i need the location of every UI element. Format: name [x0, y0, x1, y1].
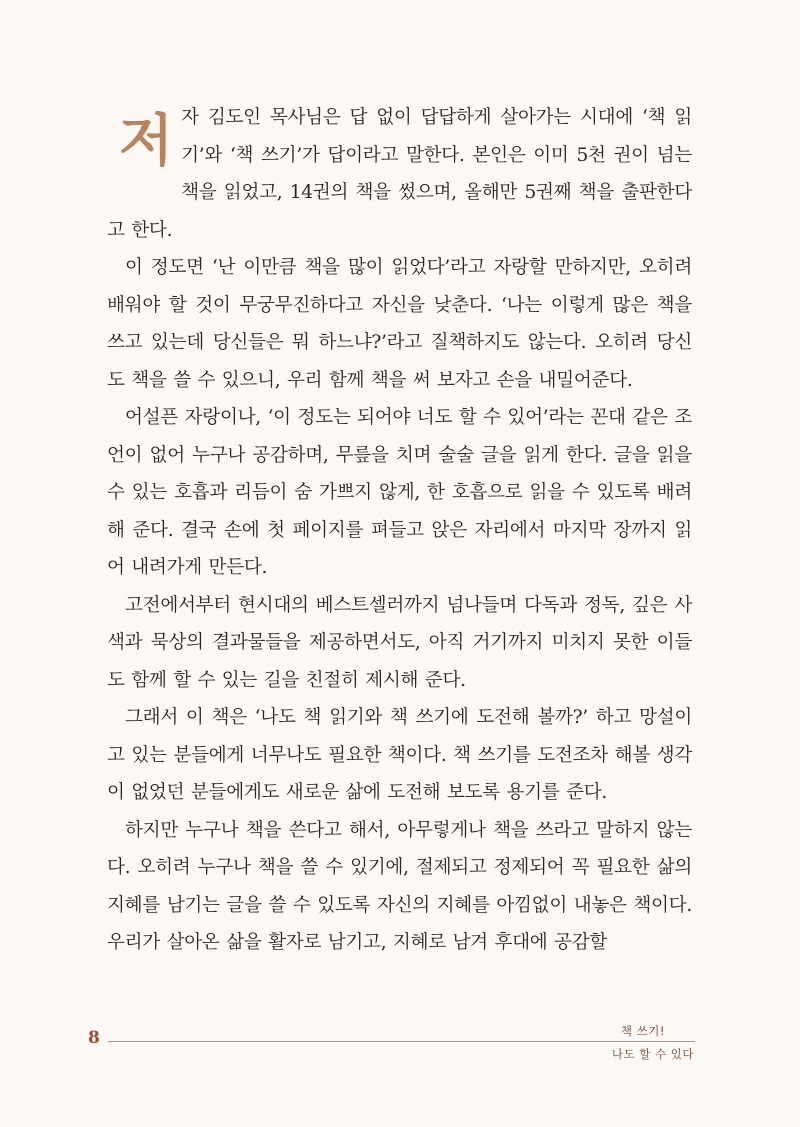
paragraph-2: 이 정도면 ‘난 이만큼 책을 많이 읽었다’라고 자랑할 만하지만, 오히려 배워야 할 것이 무궁무진하다고 자신을 낮춘다. ‘나는 이렇게 많은 책을 쓰고 있는데 당신들은 뭐 하느냐?’라고 질책하지도 않는다. 오히려 당신도 책을 쓸 수 있으니, 우리 함께 책을 써 보자고 손을 내밀어준다.: [107, 257, 692, 391]
paragraph-6: 하지만 누구나 책을 쓴다고 해서, 아무렇게나 책을 쓰라고 말하지 않는다. 오히려 누구나 책을 쓸 수 있기에, 절제되고 정제되어 꼭 필요한 삶의 지혜를 남기는 글을 쓸 수 있도록 자신의 지혜를 아낌없이 내놓은 책이다. 우리가 살아온 삶을 활자로 남기고, 지혜로 남겨 후대에 공감할: [107, 819, 692, 953]
page-number: 8: [88, 1028, 100, 1048]
dropcap: 저: [119, 108, 174, 174]
paragraph-1: [107, 99, 692, 249]
footer-rule: [108, 1041, 695, 1042]
paragraph-1-text: 자 김도인 목사님은 답 없이 답답하게 살아가는 시대에 ‘책 읽기’와 ‘책 쓰기’가 답이라고 말한다. 본인은 이미 5천 권이 넘는 책을 읽었고, 14권의 책을 썼으며, 올해만 5권째 책을 출판한다고 한다.: [107, 107, 692, 241]
paragraph-5: 그래서 이 책은 ‘나도 책 읽기와 책 쓰기에 도전해 볼까?’ 하고 망설이고 있는 분들에게 너무나도 필요한 책이다. 책 쓰기를 도전조차 해볼 생각이 없었던 분들에게도 새로운 삶에 도전해 보도록 용기를 준다.: [107, 707, 692, 803]
paragraph-4: 고전에서부터 현시대의 베스트셀러까지 넘나들며 다독과 정독, 깊은 사색과 묵상의 결과물들을 제공하면서도, 아직 거기까지 미치지 못한 이들도 함께 할 수 있는 길을 친절히 제시해 준다.: [107, 594, 692, 691]
running-head-subtitle: 나도 할 수 있다: [611, 1047, 694, 1061]
paragraph-3: 어설픈 자랑이나, ‘이 정도는 되어야 너도 할 수 있어’라는 꼰대 같은 조언이 없어 누구나 공감하며, 무릎을 치며 술술 글을 읽게 한다. 글을 읽을 수 있는 호흡과 리듬이 숨 가쁘지 않게, 한 호흡으로 읽을 수 있도록 배려해 준다. 결국 손에 첫 페이지를 펴들고 앉은 자리에서 마지막 장까지 읽어 내려가게 만든다.: [107, 407, 692, 578]
body-text: [107, 99, 692, 962]
running-head-title: 책 쓰기!: [620, 1024, 665, 1038]
